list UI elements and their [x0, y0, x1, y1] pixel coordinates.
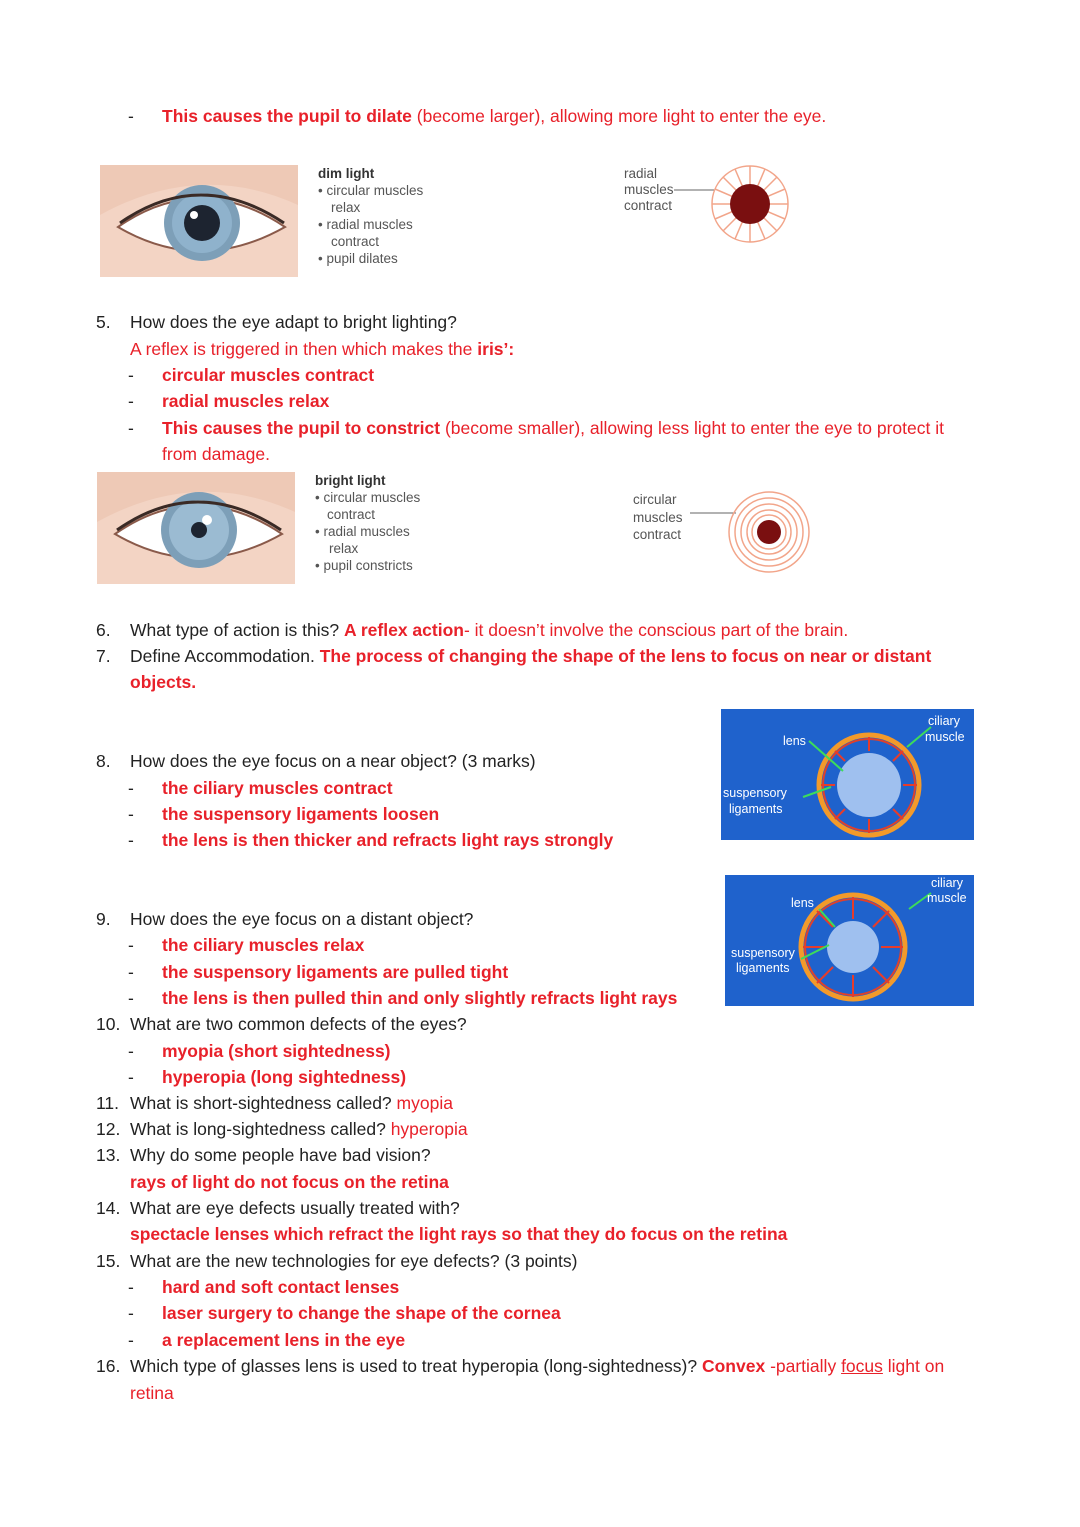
q10-question: What are two common defects of the eyes? — [130, 1014, 467, 1034]
q11-line — [130, 1092, 453, 1114]
q5-bullet-3 — [162, 417, 944, 439]
q7-answer-cont: objects. — [130, 672, 197, 692]
q6-number: 6. — [96, 620, 111, 640]
q8-number: 8. — [96, 751, 111, 771]
q5-bullet-2: radial muscles relax — [162, 391, 330, 411]
q10-bullet-1: myopia (short sightedness) — [162, 1041, 391, 1061]
far-ciliary-label-2: muscle — [927, 891, 967, 905]
far-suspensory-label-1: suspensory — [731, 946, 795, 960]
q6-answer-rest: - it doesn’t involve the conscious part of the brain. — [463, 620, 849, 640]
q12-question: What is long-sightedness called? — [130, 1119, 391, 1139]
circular-label-1: circular — [633, 492, 677, 507]
q11-answer: myopia — [396, 1093, 453, 1113]
bright-item-5: • pupil constricts — [315, 558, 413, 573]
intro-rest: (become larger), allowing more light to enter the eye. — [411, 106, 827, 126]
bullet-dash: - — [128, 1330, 134, 1350]
bright-light-eye-image — [97, 472, 295, 584]
q16-answer-underline: focus — [841, 1356, 883, 1376]
q6-answer-bold: A reflex action — [344, 620, 464, 640]
far-ciliary-label-1: ciliary — [931, 876, 963, 890]
q5-question: How does the eye adapt to bright lighting? — [130, 312, 457, 332]
bright-item-4: relax — [329, 541, 359, 556]
q7-line — [130, 645, 931, 667]
bright-item-2: contract — [327, 507, 376, 522]
q6-question: What type of action is this? — [130, 620, 344, 640]
q6-line — [130, 619, 848, 641]
bullet-dash: - — [128, 418, 134, 438]
q13-question: Why do some people have bad vision? — [130, 1145, 431, 1165]
bullet-dash: - — [128, 935, 134, 955]
q12-answer: hyperopia — [390, 1119, 468, 1139]
bullet-dash: - — [128, 988, 134, 1008]
dim-item-2: relax — [331, 200, 361, 215]
q13-number: 13. — [96, 1145, 121, 1165]
q9-bullet-3: the lens is then pulled thin and only slightly refracts light rays — [162, 988, 678, 1008]
q12-number: 12. — [96, 1119, 121, 1139]
q15-bullet-2: laser surgery to change the shape of the cornea — [162, 1303, 561, 1323]
q14-number: 14. — [96, 1198, 121, 1218]
q11-question: What is short-sightedness called? — [130, 1093, 397, 1113]
q10-number: 10. — [96, 1014, 121, 1034]
q9-bullet-1: the ciliary muscles relax — [162, 935, 365, 955]
q5-bullet-1: circular muscles contract — [162, 365, 375, 385]
q13-answer: rays of light do not focus on the retina — [130, 1172, 449, 1192]
bright-light-title: bright light — [315, 473, 386, 488]
q5-answer-bold: iris’: — [477, 339, 515, 359]
dim-item-1: • circular muscles — [318, 183, 424, 198]
bullet-dash: - — [128, 365, 134, 385]
near-suspensory-label-1: suspensory — [723, 786, 787, 800]
near-focus-diagram — [721, 709, 974, 840]
q12-line — [130, 1118, 468, 1140]
q5-bullet-3-bold: This causes the pupil to constrict — [162, 418, 441, 438]
dim-item-3: • radial muscles — [318, 217, 413, 232]
far-lens-label: lens — [791, 896, 814, 910]
q7-number: 7. — [96, 646, 111, 666]
q8-bullet-3: the lens is then thicker and refracts light rays strongly — [162, 830, 614, 850]
intro-bold: This causes the pupil to dilate — [162, 106, 412, 126]
dilated-pupil-diagram — [674, 160, 794, 250]
q11-number: 11. — [96, 1093, 120, 1113]
bullet-dash: - — [128, 1277, 134, 1297]
bullet-dash: - — [128, 1041, 134, 1061]
q8-question: How does the eye focus on a near object? (3 marks) — [130, 751, 536, 771]
q16-number: 16. — [96, 1356, 121, 1376]
circular-label-2: muscles — [633, 510, 683, 525]
q5-bullet-3-cont: from damage. — [162, 444, 270, 464]
radial-label-3: contract — [624, 198, 673, 213]
q9-bullet-2: the suspensory ligaments are pulled tight — [162, 962, 509, 982]
bullet-dash: - — [128, 1067, 134, 1087]
q7-answer: The process of changing the shape of the lens to focus on near or distant — [319, 646, 932, 666]
dim-item-4: contract — [331, 234, 380, 249]
near-suspensory-label-2: ligaments — [729, 802, 783, 816]
q8-bullet-1: the ciliary muscles contract — [162, 778, 393, 798]
q10-bullet-2: hyperopia (long sightedness) — [162, 1067, 407, 1087]
bright-item-3: • radial muscles — [315, 524, 410, 539]
bullet-dash: - — [128, 830, 134, 850]
bullet-dash: - — [128, 106, 134, 126]
near-lens-label: lens — [783, 734, 806, 748]
q9-question: How does the eye focus on a distant object? — [130, 909, 474, 929]
bullet-dash: - — [128, 391, 134, 411]
q16-answer-cont: retina — [130, 1383, 174, 1403]
radial-label-2: muscles — [624, 182, 674, 197]
radial-label-1: radial — [624, 166, 658, 181]
near-ciliary-label-2: muscle — [925, 730, 965, 744]
q15-bullet-1: hard and soft contact lenses — [162, 1277, 400, 1297]
q9-number: 9. — [96, 909, 111, 929]
bullet-dash: - — [128, 962, 134, 982]
bullet-dash: - — [128, 1303, 134, 1323]
dim-item-5: • pupil dilates — [318, 251, 398, 266]
q16-answer-post: light on — [882, 1356, 945, 1376]
q5-number: 5. — [96, 312, 111, 332]
q16-question: Which type of glasses lens is used to treat hyperopia (long-sightedness)? — [130, 1356, 702, 1376]
q15-number: 15. — [96, 1251, 121, 1271]
constricted-pupil-diagram — [686, 488, 816, 578]
q7-question: Define Accommodation. — [130, 646, 320, 666]
far-suspensory-label-2: ligaments — [736, 961, 790, 975]
far-focus-diagram — [725, 875, 974, 1006]
dim-light-title: dim light — [318, 166, 375, 181]
q15-question: What are the new technologies for eye defects? (3 points) — [130, 1251, 578, 1271]
q16-line — [130, 1355, 944, 1377]
bullet-dash: - — [128, 804, 134, 824]
q5-bullet-3-rest: (become smaller), allowing less light to enter the eye to protect it — [440, 418, 944, 438]
q5-answer-pre: A reflex is triggered in then which makes the — [130, 339, 478, 359]
q15-bullet-3: a replacement lens in the eye — [162, 1330, 406, 1350]
q8-bullet-2: the suspensory ligaments loosen — [162, 804, 440, 824]
dim-light-eye-image — [100, 165, 298, 277]
q16-answer-bold: Convex — [701, 1356, 766, 1376]
q14-question: What are eye defects usually treated with? — [130, 1198, 460, 1218]
q16-answer-pre: -partially — [765, 1356, 842, 1376]
q14-answer: spectacle lenses which refract the light rays so that they do focus on the retina — [130, 1224, 788, 1244]
intro-bullet — [162, 105, 826, 127]
circular-label-3: contract — [633, 527, 682, 542]
q5-answer — [130, 338, 514, 360]
near-ciliary-label-1: ciliary — [928, 714, 960, 728]
bright-item-1: • circular muscles — [315, 490, 421, 505]
bullet-dash: - — [128, 778, 134, 798]
